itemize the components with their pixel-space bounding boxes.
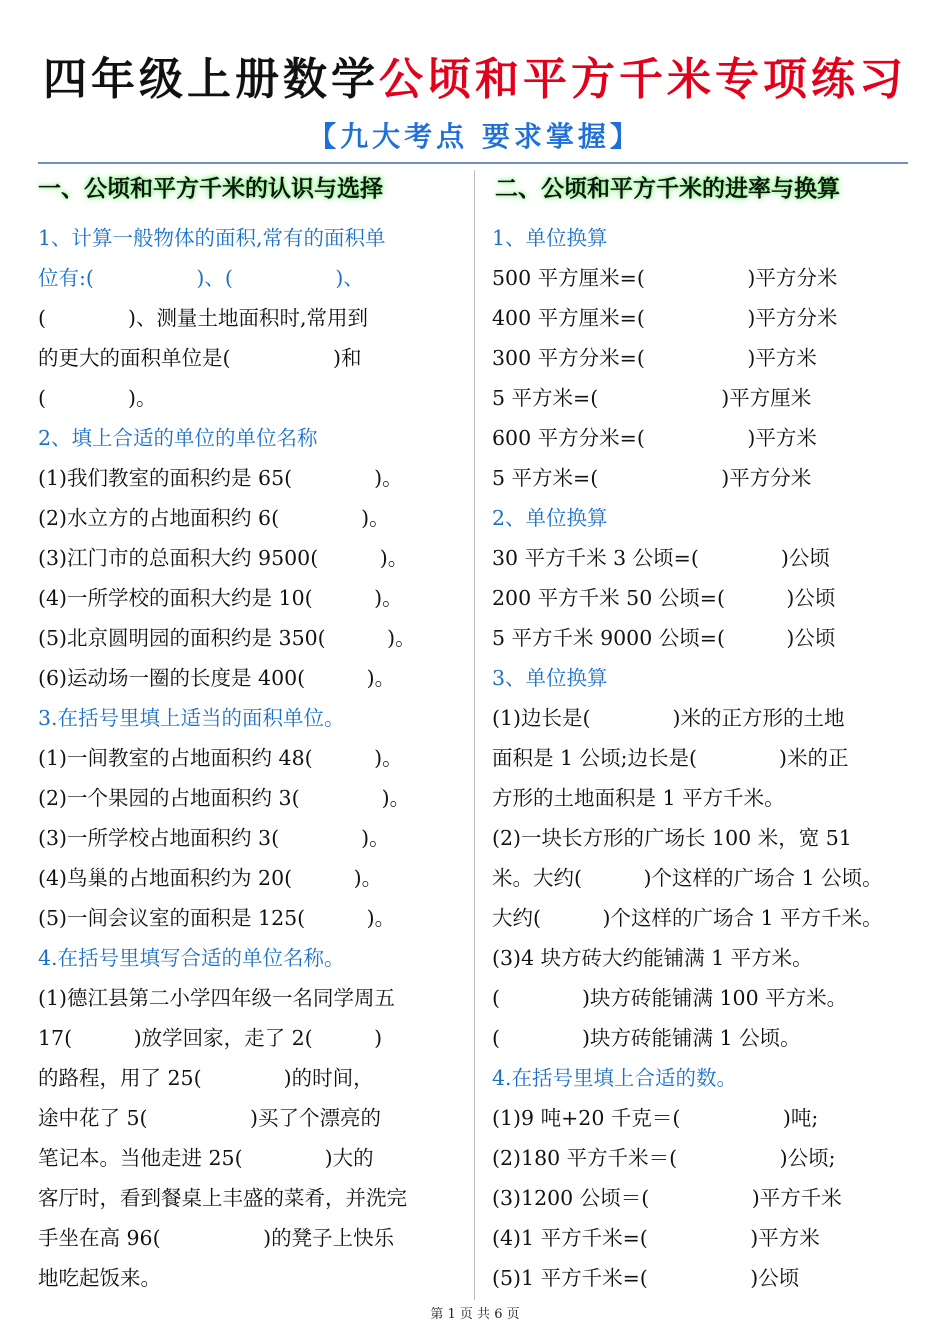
exercise-line: 30 平方千米 3 公顷=( )公顷 xyxy=(492,546,830,570)
question-heading: 4.在括号里填上合适的数。 xyxy=(492,1066,738,1090)
exercise-line: 500 平方厘米=( )平方分米 xyxy=(492,266,838,290)
left-column xyxy=(38,218,463,1298)
exercise-line: (1)我们教室的面积约是 65( )。 xyxy=(38,466,403,490)
question-heading: 2、填上合适的单位的单位名称 xyxy=(38,426,318,450)
question-heading: 2、单位换算 xyxy=(492,506,608,530)
exercise-line: (5)一间会议室的面积是 125( )。 xyxy=(38,906,396,930)
exercise-line: (1)9 吨+20 千克＝( )吨; xyxy=(492,1106,819,1130)
exercise-line: (4)1 平方千米=( )平方米 xyxy=(492,1226,820,1250)
question-heading: 3.在括号里填上适当的面积单位。 xyxy=(38,706,345,730)
exercise-line: (4)鸟巢的占地面积约为 20( )。 xyxy=(38,866,383,890)
exercise-line: (3)一所学校占地面积约 3( )。 xyxy=(38,826,390,850)
exercise-line: ( )块方砖能铺满 1 公顷。 xyxy=(492,1026,801,1050)
exercise-line: 米。大约( )个这样的广场合 1 公顷。 xyxy=(492,866,883,890)
exercise-line: 400 平方厘米=( )平方分米 xyxy=(492,306,838,330)
exercise-line: (3)江门市的总面积大约 9500( )。 xyxy=(38,546,409,570)
exercise-line: 面积是 1 公顷;边长是( )米的正 xyxy=(492,746,849,770)
exercise-line: ( )。 xyxy=(38,386,157,410)
exercise-line: (5)北京圆明园的面积约是 350( )。 xyxy=(38,626,416,650)
column-divider xyxy=(474,170,475,1300)
left-section-header: 一、公顷和平方千米的认识与选择 xyxy=(38,176,383,202)
exercise-line: 的更大的面积单位是( )和 xyxy=(38,346,362,370)
exercise-line: 200 平方千米 50 公顷=( )公顷 xyxy=(492,586,836,610)
exercise-line: 300 平方分米=( )平方米 xyxy=(492,346,817,370)
exercise-line: 大约( )个这样的广场合 1 平方千米。 xyxy=(492,906,883,930)
exercise-line: (5)1 平方千米=( )公顷 xyxy=(492,1266,800,1290)
exercise-line: 5 平方米=( )平方厘米 xyxy=(492,386,812,410)
right-column xyxy=(492,218,932,1298)
exercise-line: 5 平方米=( )平方分米 xyxy=(492,466,812,490)
exercise-line: 地吃起饭来。 xyxy=(38,1266,161,1290)
page-footer: 第 1 页 共 6 页 xyxy=(430,1307,520,1322)
exercise-line: (1)德江县第二小学四年级一名同学周五 xyxy=(38,986,396,1010)
question-heading: 1、单位换算 xyxy=(492,226,608,250)
exercise-line: ( )块方砖能铺满 100 平方米。 xyxy=(492,986,848,1010)
exercise-line: (1)一间教室的占地面积约 48( )。 xyxy=(38,746,403,770)
exercise-line: (2)一块长方形的广场长 100 米，宽 51 xyxy=(492,826,852,850)
exercise-line: ( )、测量土地面积时,常用到 xyxy=(38,306,369,330)
exercise-line: (6)运动场一圈的长度是 400( )。 xyxy=(38,666,396,690)
exercise-line: 的路程，用了 25( )的时间， xyxy=(38,1066,374,1090)
exercise-line: (3)1200 公顷＝( )平方千米 xyxy=(492,1186,842,1210)
exercise-line: (2)水立方的占地面积约 6( )。 xyxy=(38,506,390,530)
exercise-line: (3)4 块方砖大约能铺满 1 平方米。 xyxy=(492,946,813,970)
exercise-line: 途中花了 5( )买了个漂亮的 xyxy=(38,1106,382,1130)
question-heading: 4.在括号里填写合适的单位名称。 xyxy=(38,946,345,970)
title-rule xyxy=(38,162,908,164)
question-heading: 1、计算一般物体的面积,常有的面积单 xyxy=(38,226,386,250)
exercise-line: 5 平方千米 9000 公顷=( )公顷 xyxy=(492,626,836,650)
exercise-line: (1)边长是( )米的正方形的土地 xyxy=(492,706,845,730)
exercise-line: (4)一所学校的面积大约是 10( )。 xyxy=(38,586,403,610)
title-grade: 四年级上册数学 xyxy=(43,54,379,105)
document-subtitle: 【九大考点 要求掌握】 xyxy=(308,120,642,153)
exercise-line: 方形的土地面积是 1 平方千米。 xyxy=(492,786,785,810)
exercise-line: (2)一个果园的占地面积约 3( )。 xyxy=(38,786,411,810)
exercise-line: 手坐在高 96( )的凳子上快乐 xyxy=(38,1226,395,1250)
question-heading: 3、单位换算 xyxy=(492,666,608,690)
exercise-line: 客厅时，看到餐桌上丰盛的菜肴，并洗完 xyxy=(38,1186,407,1210)
exercise-line: 笔记本。当他走进 25( )大的 xyxy=(38,1146,374,1170)
exercise-line: (2)180 平方千米＝( )公顷; xyxy=(492,1146,836,1170)
question-heading: 位有:( )、( )、 xyxy=(38,266,364,290)
document-title xyxy=(0,50,950,110)
right-section-header: 二、公顷和平方千米的进率与换算 xyxy=(495,176,840,202)
exercise-line: 600 平方分米=( )平方米 xyxy=(492,426,817,450)
exercise-line: 17( )放学回家，走了 2( ) xyxy=(38,1026,383,1050)
title-topic: 公顷和平方千米专项练习 xyxy=(379,54,907,105)
